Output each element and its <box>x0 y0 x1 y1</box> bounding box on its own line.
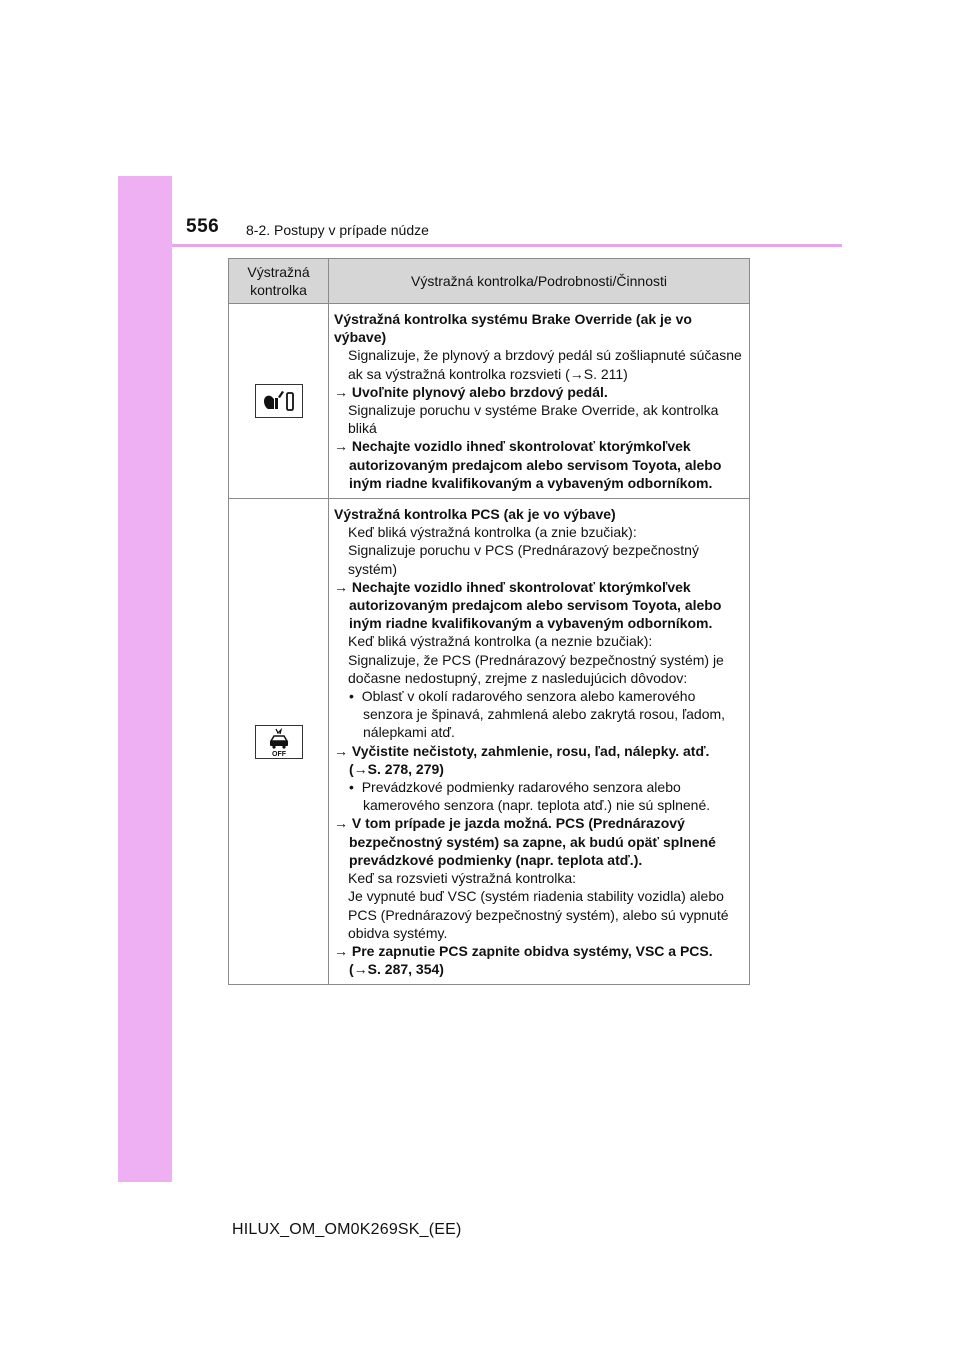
header-rule <box>172 244 842 247</box>
page-number: 556 <box>186 216 220 237</box>
row-text: Keď bliká výstražná kontrolka (a znie bzučiak): <box>348 524 637 541</box>
row-text: Signalizuje, že plynový a brzdový pedál sú zošliapnuté súčasne ak sa výstražná kontrolka rozsvieti (→S. 211) <box>348 347 742 382</box>
brake-override-icon <box>255 384 303 418</box>
row-action: → Pre zapnutie PCS zapnite obidva systémy, VSC a PCS. (→S. 287, 354) <box>334 942 713 978</box>
row-bullet: • Prevádzkové podmienky radarového senzora alebo kamerového senzora (napr. teplota atď.) nie sú splnené. <box>349 779 711 814</box>
row-bullet: • Oblasť v okolí radarového senzora alebo kamerového senzora je špinavá, zahmlená alebo zakrytá rosou, ľadom, nálepkami atď. <box>349 688 726 741</box>
row-text: Keď sa rozsvieti výstražná kontrolka: <box>348 870 577 887</box>
row-action: → Uvoľnite plynový alebo brzdový pedál. <box>334 383 608 400</box>
warning-table <box>228 258 750 985</box>
details-cell-pcs <box>329 499 750 985</box>
column-header-indicator: Výstražná kontrolka <box>229 259 329 304</box>
row-action: → Vyčistite nečistoty, zahmlenie, rosu, ľad, nálepky. atď. (→S. 278, 279) <box>334 742 710 777</box>
section-title: 8-2. Postupy v prípade núdze <box>246 222 429 238</box>
column-header-details: Výstražná kontrolka/Podrobnosti/Činnosti <box>329 259 750 304</box>
row-text: Keď bliká výstražná kontrolka (a neznie bzučiak): <box>348 633 653 650</box>
details-cell-brake-override <box>329 304 750 499</box>
row-text: Signalizuje poruchu v systéme Brake Override, ak kontrolka bliká <box>348 402 719 437</box>
table-row <box>229 499 750 985</box>
indicator-cell <box>229 499 329 985</box>
pcs-off-icon <box>255 725 303 759</box>
pcs-off-label: OFF <box>271 750 286 758</box>
table-row <box>229 304 750 499</box>
row-action: → V tom prípade je jazda možná. PCS (Prednárazový bezpečnostný systém) sa zapne, ak budú opäť splnené prevádzkové podmienky (napr. teplota atď.). <box>334 815 716 868</box>
row-action: → Nechajte vozidlo ihneď skontrolovať ktorýmkoľvek autorizovaným predajcom alebo servisom Toyota, alebo iným riadne kvalifikovaným a vybaveným odborníkom. <box>334 578 722 632</box>
row-text: Signalizuje, že PCS (Prednárazový bezpečnostný systém) je dočasne nedostupný, zrejme z nasledujúcich dôvodov: <box>348 651 724 686</box>
row-title: Výstražná kontrolka systému Brake Override (ak je vo výbave) <box>334 311 692 346</box>
chapter-tab <box>118 176 172 1182</box>
table-header-row <box>229 259 750 304</box>
row-title: Výstražná kontrolka PCS (ak je vo výbave) <box>334 506 616 523</box>
row-action: → Nechajte vozidlo ihneď skontrolovať ktorýmkoľvek autorizovaným predajcom alebo servisom Toyota, alebo iným riadne kvalifikovaným a vybaveným odborníkom. <box>334 438 722 491</box>
row-text: Je vypnuté buď VSC (systém riadenia stability vozidla) alebo PCS (Prednárazový bezpečnostný systém), alebo sú vypnuté obidva systémy. <box>348 888 729 941</box>
indicator-cell <box>229 304 329 499</box>
document-code: HILUX_OM_OM0K269SK_(EE) <box>232 1221 462 1238</box>
row-text: Signalizuje poruchu v PCS (Prednárazový bezpečnostný systém) <box>348 542 699 577</box>
